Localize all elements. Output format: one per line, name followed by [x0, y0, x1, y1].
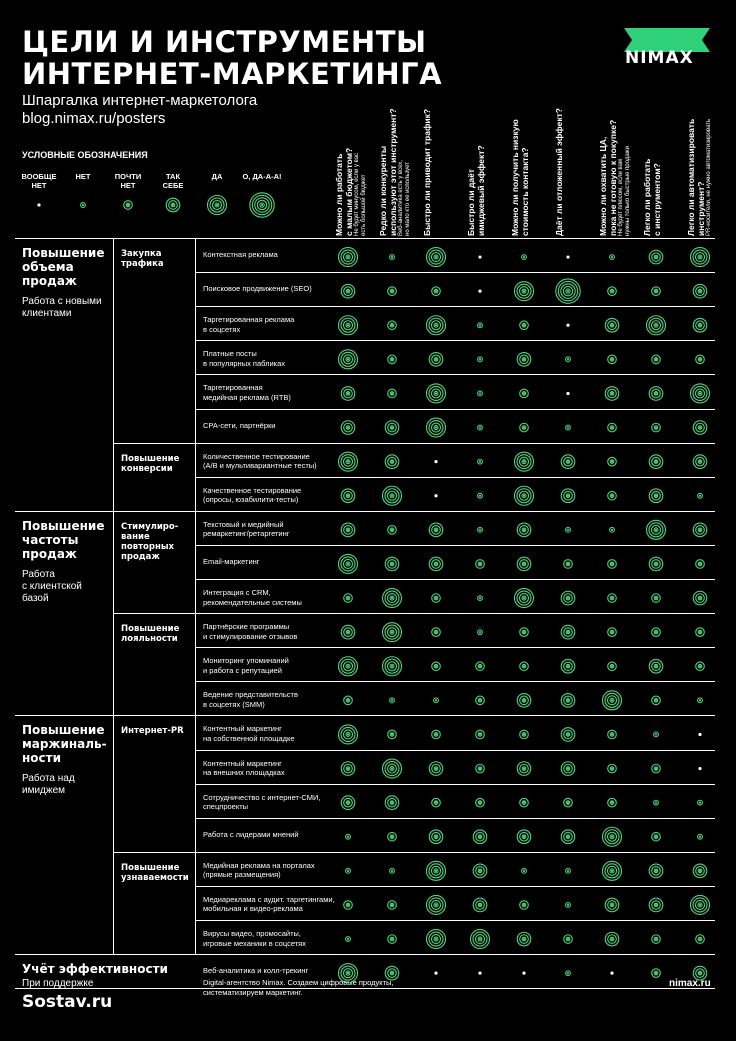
rating-glyph	[608, 423, 617, 432]
legend-label: ТАК СЕБЕ	[162, 172, 184, 190]
rating-glyph	[385, 796, 399, 810]
rating-glyph	[696, 662, 705, 671]
category-label: Закупка трафика	[121, 249, 164, 269]
rating-glyph	[605, 898, 619, 912]
legend-label: ВООБЩЕ НЕТ	[21, 172, 57, 190]
rating-glyph	[605, 318, 619, 332]
rating-glyph	[344, 901, 353, 910]
tool-label: Таргетированная медийная реклама (RTB)	[203, 383, 291, 402]
rating-glyph	[652, 594, 661, 603]
rating-glyph	[478, 323, 483, 328]
rating-glyph	[339, 248, 358, 267]
rating-glyph	[427, 418, 446, 437]
question-text: Легко ли автоматизировать инструмент?	[686, 118, 706, 236]
rating-glyph	[693, 284, 707, 298]
rating-glyph	[608, 457, 617, 466]
rating-glyph	[564, 798, 573, 807]
rating-glyph	[478, 630, 483, 635]
rating-glyph	[341, 796, 355, 810]
tool-label: Контентный маркетинг на внешних площадках	[203, 758, 285, 777]
agency-about: Digital-агентство Nimax. Создаем цифровые продукты, систематизируем маркетинг.	[203, 978, 394, 997]
rating-glyph	[346, 868, 351, 873]
goal-subtitle: Работа с новыми клиентами	[22, 296, 102, 319]
rating-glyph	[383, 589, 402, 608]
rating-glyph	[608, 355, 617, 364]
goal-title: Повышение частоты продаж	[22, 518, 105, 561]
rating-glyph	[339, 452, 358, 471]
rating-glyph	[388, 321, 397, 330]
rating-glyph	[649, 489, 663, 503]
rating-glyph	[647, 520, 666, 539]
tool-label: Ведение представительств в соцсетях (SMM)	[203, 690, 298, 709]
rating-glyph	[385, 421, 399, 435]
rating-glyph	[520, 423, 529, 432]
tool-label: Интеграция с CRM, рекомендательные системы	[203, 588, 302, 607]
tool-label: Таргетированная реклама в соцсетях	[203, 315, 295, 334]
category-label: Повышение узнаваемости	[121, 862, 189, 883]
rating-glyph	[429, 523, 443, 537]
rating-glyph	[605, 387, 619, 401]
rating-glyph	[385, 557, 399, 571]
rating-glyph	[696, 355, 705, 364]
question-note: Не будет минусом, если у вас есть большой бюджет	[354, 152, 367, 236]
rating-glyph	[691, 384, 710, 403]
rating-glyph	[652, 628, 661, 637]
rating-glyph	[561, 625, 575, 639]
rating-glyph	[566, 868, 571, 873]
question-note: PR-носители, не нужно автоматизировать	[706, 118, 712, 236]
rating-glyph	[556, 279, 580, 303]
rating-glyph	[608, 628, 617, 637]
rating-glyph	[473, 830, 487, 844]
rating-glyph	[652, 423, 661, 432]
tool-label: Вирусы видео, промосайты, игровые механики в соцсетях	[203, 929, 306, 948]
rating-glyph	[478, 596, 483, 601]
rating-glyph	[691, 895, 710, 914]
tool-label: Веб-аналитика и колл-трекинг	[203, 966, 309, 976]
rating-glyph	[434, 972, 437, 975]
goal-subtitle: Работа с клиентской базой	[22, 568, 82, 604]
rating-glyph	[427, 861, 446, 880]
rating-glyph	[693, 523, 707, 537]
rating-glyph	[478, 459, 483, 464]
rating-glyph	[693, 591, 707, 605]
rating-glyph	[520, 321, 529, 330]
rating-glyph	[561, 659, 575, 673]
rating-glyph	[388, 287, 397, 296]
rating-glyph	[476, 560, 485, 569]
rating-glyph	[339, 316, 358, 335]
subtitle-text: Шпаргалка интернет-маркетолога	[22, 92, 258, 109]
rating-glyph	[473, 898, 487, 912]
rating-glyph	[698, 733, 701, 736]
rating-glyph	[520, 389, 529, 398]
tool-label: Медиареклама с аудит. таргетингами, мобильная и видео-реклама	[203, 894, 335, 914]
rating-glyph	[388, 935, 397, 944]
rating-glyph	[608, 594, 617, 603]
question-text: Легко ли работать с инструментом?	[642, 158, 662, 236]
rating-glyph	[696, 628, 705, 637]
rating-glyph	[383, 657, 402, 676]
tool-label: Мониторинг упоминаний и работа с репутацией	[203, 656, 289, 675]
rating-glyph	[608, 491, 617, 500]
rating-glyph	[520, 901, 529, 910]
rating-glyph	[427, 895, 446, 914]
rating-glyph	[652, 832, 661, 841]
tool-label: Платные посты в популярных пабликах	[203, 349, 286, 368]
rating-glyph	[341, 387, 355, 401]
rating-glyph	[649, 659, 663, 673]
rating-glyph	[649, 898, 663, 912]
rating-glyph	[693, 318, 707, 332]
tool-label: CPA-сети, партнёрки	[203, 420, 276, 430]
rating-glyph	[652, 696, 661, 705]
rating-glyph	[427, 248, 446, 267]
rating-glyph	[691, 248, 710, 267]
rating-glyph	[610, 972, 613, 975]
rating-glyph	[693, 421, 707, 435]
rating-glyph	[341, 523, 355, 537]
rating-glyph	[478, 527, 483, 532]
rating-glyph	[698, 834, 703, 839]
rating-glyph	[432, 730, 441, 739]
rating-glyph	[603, 691, 622, 710]
rating-glyph	[471, 930, 490, 949]
tool-label: Работа с лидерами мнений	[203, 829, 299, 839]
rating-glyph	[517, 557, 531, 571]
tool-label: Количественное тестирование (A/B и мультивариантные тесты)	[203, 451, 317, 471]
question-text: Быстро ли даёт имиджевый эффект?	[466, 145, 486, 236]
tool-label: Партнёрские программы и стимулирование отзывов	[203, 622, 298, 641]
rating-glyph	[478, 493, 483, 498]
rating-glyph	[473, 864, 487, 878]
rating-glyph	[383, 623, 402, 642]
rating-glyph	[341, 762, 355, 776]
rating-glyph	[603, 827, 622, 846]
rating-glyph	[429, 762, 443, 776]
tool-label: Текстовый и медийный ремаркетинг/ретаргетинг	[203, 519, 290, 539]
rating-glyph	[427, 930, 446, 949]
rating-glyph	[427, 384, 446, 403]
rating-glyph	[608, 730, 617, 739]
tool-label: Качественное тестирование (опросы, юзабилити-тесты)	[203, 485, 302, 505]
rating-glyph	[429, 830, 443, 844]
tool-label: Сотрудничество с интернет-СМИ, спецпроекты	[203, 792, 321, 812]
rating-glyph	[561, 728, 575, 742]
rating-glyph	[652, 355, 661, 364]
partner-logo[interactable]: Sostav.ru	[22, 992, 113, 1012]
rating-glyph	[696, 935, 705, 944]
rating-glyph	[698, 800, 703, 805]
rating-glyph	[339, 554, 358, 573]
rating-glyph	[647, 316, 666, 335]
rating-glyph	[388, 832, 397, 841]
goal-title: Повышение объема продаж	[22, 246, 105, 288]
rating-glyph	[385, 455, 399, 469]
rating-glyph	[478, 290, 481, 293]
rating-glyph	[390, 868, 395, 873]
rating-glyph	[608, 662, 617, 671]
rating-glyph	[608, 764, 617, 773]
rating-glyph	[520, 628, 529, 637]
rating-glyph	[566, 971, 571, 976]
legend-label: О, ДА-А-А!	[242, 172, 282, 181]
rating-glyph	[346, 834, 351, 839]
rating-glyph	[605, 932, 619, 946]
rating-glyph	[561, 591, 575, 605]
question-note: Веб-аналитика есть у всех, но мало кто ее использует	[398, 160, 411, 236]
rating-glyph	[346, 937, 351, 942]
rating-glyph	[341, 489, 355, 503]
rating-glyph	[434, 494, 437, 497]
rating-glyph	[564, 935, 573, 944]
goal-title: Учёт эффективности	[22, 962, 168, 977]
rating-glyph	[344, 594, 353, 603]
tool-label: Контекстная реклама	[203, 250, 278, 259]
rating-glyph	[608, 798, 617, 807]
rating-glyph	[434, 460, 437, 463]
question-text: Редко ли конкуренты используют этот инструмент?	[378, 108, 398, 236]
category-label: Повышение лояльности	[121, 624, 180, 645]
legend-label: НЕТ	[75, 172, 91, 181]
goal-subtitle: Работа над имиджем	[22, 773, 75, 797]
rating-glyph	[566, 392, 569, 395]
rating-glyph	[476, 764, 485, 773]
rating-glyph	[520, 798, 529, 807]
rating-glyph	[427, 316, 446, 335]
rating-glyph	[698, 493, 703, 498]
rating-glyph	[341, 625, 355, 639]
rating-glyph	[698, 698, 703, 703]
legend-label: ПОЧТИ НЕТ	[114, 172, 142, 190]
rating-glyph	[654, 732, 659, 737]
rating-glyph	[520, 662, 529, 671]
rating-glyph	[564, 560, 573, 569]
blog-link[interactable]: blog.nimax.ru/posters	[22, 110, 166, 127]
rating-glyph	[341, 421, 355, 435]
rating-glyph	[522, 255, 527, 260]
rating-glyph	[517, 523, 531, 537]
rating-glyph	[339, 964, 358, 983]
rating-glyph	[693, 864, 707, 878]
rating-glyph	[478, 391, 483, 396]
rating-glyph	[476, 730, 485, 739]
question-text: Можно ли работать с малым бюджетом?	[334, 147, 354, 236]
rating-glyph	[696, 560, 705, 569]
tool-label: Медийная реклама на порталах (прямые размещения)	[203, 860, 315, 880]
rating-glyph	[429, 557, 443, 571]
rating-glyph	[566, 425, 571, 430]
rating-glyph	[432, 594, 441, 603]
question-text: Быстро ли приводит трафик?	[422, 108, 432, 236]
category-label: Повышение конверсии	[121, 453, 180, 474]
rating-glyph	[561, 694, 575, 708]
rating-glyph	[339, 657, 358, 676]
rating-glyph	[388, 901, 397, 910]
rating-glyph	[476, 798, 485, 807]
rating-glyph	[603, 861, 622, 880]
rating-glyph	[566, 255, 569, 258]
site-link[interactable]: nimax.ru	[669, 978, 711, 989]
rating-glyph	[388, 730, 397, 739]
title-line-1: ЦЕЛИ И ИНСТРУМЕНТЫ	[22, 25, 427, 59]
rating-glyph	[515, 282, 534, 301]
rating-glyph	[561, 455, 575, 469]
support-label: При поддержке	[22, 978, 94, 989]
legend-label: ДА	[211, 172, 223, 181]
goal-title: Повышение маржиналь- ности	[22, 723, 107, 766]
category-label: Стимулиро- вание повторных продаж	[121, 521, 179, 562]
nimax-logo-text: NIMAX	[625, 48, 694, 68]
rating-glyph	[652, 764, 661, 773]
rating-glyph	[476, 662, 485, 671]
question-text: Даёт ли отложенный эффект?	[554, 108, 564, 236]
rating-glyph	[429, 353, 443, 367]
rating-glyph	[341, 284, 355, 298]
rating-glyph	[608, 560, 617, 569]
rating-glyph	[654, 800, 659, 805]
rating-glyph	[515, 589, 534, 608]
rating-glyph	[432, 628, 441, 637]
rating-glyph	[522, 868, 527, 873]
rating-glyph	[515, 452, 534, 471]
legend-title: УСЛОВНЫЕ ОБОЗНАЧЕНИЯ	[22, 150, 148, 160]
rating-glyph	[561, 762, 575, 776]
rating-glyph	[693, 455, 707, 469]
rating-glyph	[390, 698, 395, 703]
rating-glyph	[517, 932, 531, 946]
rating-glyph	[388, 355, 397, 364]
rating-glyph	[385, 966, 399, 980]
title-line-2: ИНТЕРНЕТ-МАРКЕТИНГА	[22, 57, 443, 91]
rating-glyph	[339, 725, 358, 744]
rating-glyph	[517, 353, 531, 367]
rating-glyph	[390, 255, 395, 260]
rating-glyph	[517, 762, 531, 776]
rating-glyph	[566, 324, 569, 327]
rating-glyph	[478, 357, 483, 362]
rating-glyph	[515, 486, 534, 505]
rating-glyph	[388, 526, 397, 535]
rating-glyph	[566, 527, 571, 532]
rating-glyph	[649, 250, 663, 264]
rating-glyph	[520, 730, 529, 739]
tool-label: Контентный маркетинг на собственной площадке	[203, 724, 295, 743]
rating-glyph	[478, 255, 481, 258]
tool-label: Email-маркетинг	[203, 556, 260, 566]
rating-glyph	[561, 489, 575, 503]
rating-glyph	[610, 255, 615, 260]
tool-label: Поисковое продвижение (SEO)	[203, 284, 312, 294]
rating-glyph	[344, 696, 353, 705]
rating-glyph	[652, 935, 661, 944]
rating-glyph	[566, 357, 571, 362]
rating-glyph	[608, 287, 617, 296]
rating-glyph	[476, 696, 485, 705]
rating-glyph	[649, 864, 663, 878]
rating-glyph	[388, 389, 397, 398]
rating-glyph	[522, 972, 525, 975]
category-label: Интернет-PR	[121, 726, 184, 737]
rating-glyph	[339, 350, 358, 369]
question-text: Можно ли получить низкую стоимость контакта?	[510, 119, 530, 236]
rating-glyph	[610, 527, 615, 532]
rating-glyph	[432, 662, 441, 671]
rating-glyph	[478, 972, 481, 975]
rating-glyph	[432, 287, 441, 296]
rating-glyph	[517, 830, 531, 844]
rating-glyph	[652, 287, 661, 296]
rating-glyph	[478, 425, 483, 430]
rating-glyph	[383, 759, 402, 778]
rating-glyph	[652, 969, 661, 978]
rating-glyph	[517, 694, 531, 708]
question-text: Можно ли охватить ЦА, пока не готовую к покупке?	[598, 119, 618, 236]
rating-glyph	[698, 767, 701, 770]
rating-glyph	[649, 387, 663, 401]
rating-glyph	[383, 486, 402, 505]
rating-glyph	[649, 557, 663, 571]
rating-glyph	[649, 455, 663, 469]
question-note: Не будет плюсом, если вам нужны только быстрые продажи	[618, 145, 631, 236]
rating-glyph	[566, 903, 571, 908]
rating-glyph	[432, 798, 441, 807]
rating-glyph	[561, 830, 575, 844]
rating-glyph	[434, 698, 439, 703]
rating-glyph	[693, 966, 707, 980]
